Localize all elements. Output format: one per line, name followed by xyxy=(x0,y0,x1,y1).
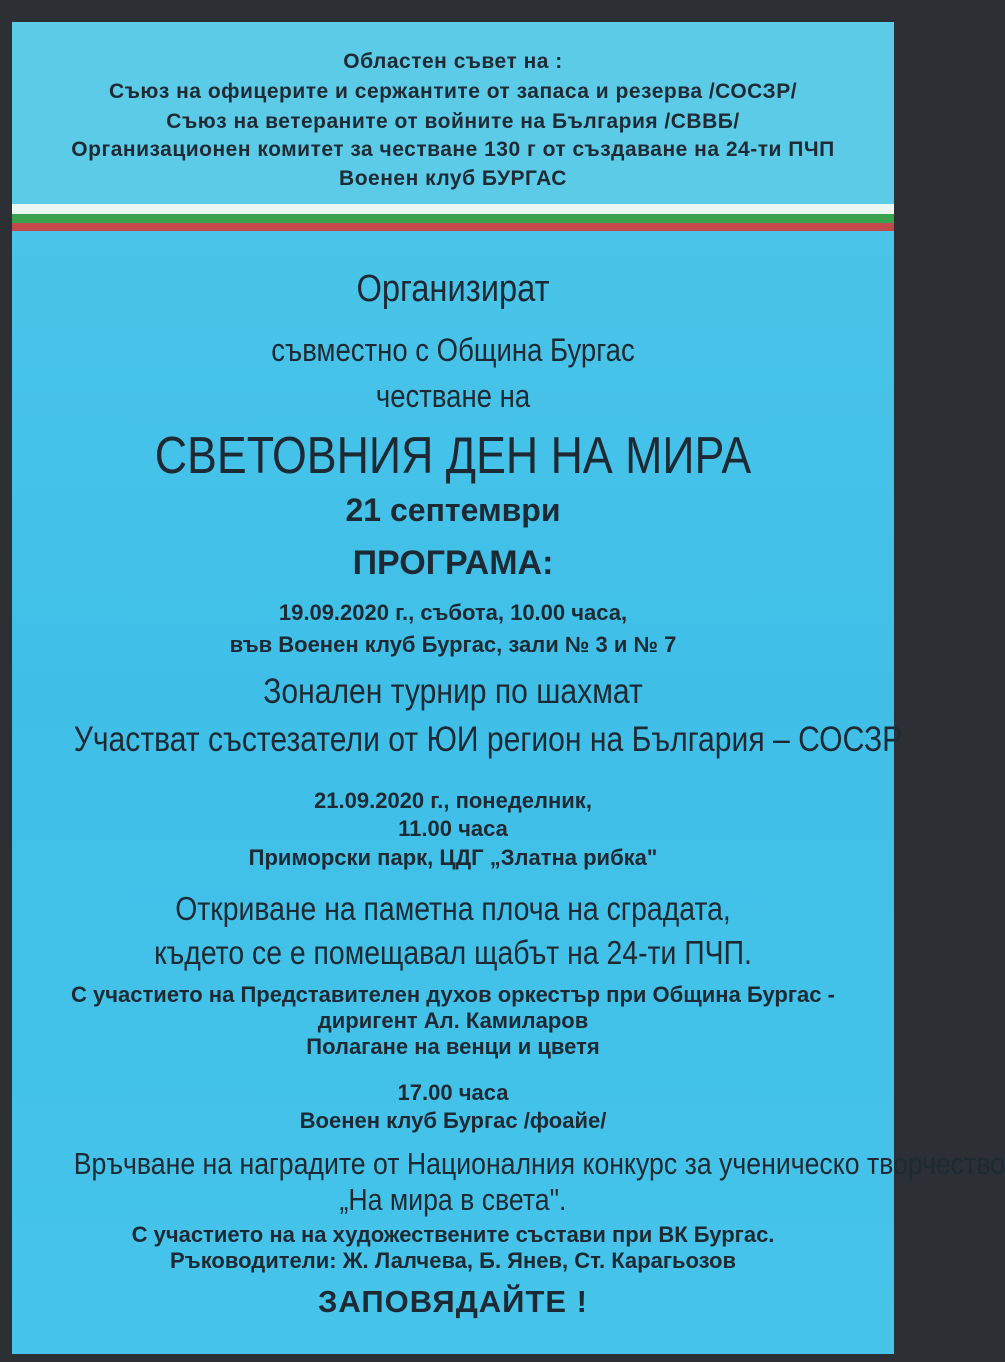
flag-stripe-red xyxy=(12,223,894,231)
event2-title-2: където се е помещавал щабът на 24-ти ПЧП. xyxy=(154,934,752,971)
header-line-5: Военен клуб БУРГАС xyxy=(339,167,567,190)
closing-text: ЗАПОВЯДАЙТЕ ! xyxy=(318,1284,588,1319)
event2-note-2: диригент Ал. Камиларов xyxy=(317,1008,589,1033)
organize-text: Организират xyxy=(356,268,550,310)
event3-title-1: Връчване на наградите от Националния конкурс за ученическо творчество xyxy=(73,1146,1005,1181)
event2-note-3: Полагане на венци и цветя xyxy=(306,1034,600,1059)
event2-time: 11.00 часа xyxy=(398,816,508,841)
event1-subtitle: Участват състезатели от ЮИ регион на България – СОСЗР xyxy=(73,720,903,759)
event3-time: 17.00 часа xyxy=(397,1080,509,1105)
main-title: СВЕТОВНИЯ ДЕН НА МИРА xyxy=(154,427,752,485)
celebration-text: честване на xyxy=(375,378,531,414)
event3-note-1: С участието на на художествените състави при ВК Бургас. xyxy=(131,1222,775,1247)
event1-where: във Военен клуб Бургас, зали № 3 и № 7 xyxy=(229,632,677,657)
header-line-4: Организационен комитет за честване 130 г от създаване на 24-ти ПЧП xyxy=(71,138,835,161)
event1-when: 19.09.2020 г., събота, 10.00 часа, xyxy=(278,600,628,625)
jointly-text: съвместно с Община Бургас xyxy=(271,332,635,368)
event2-note-1: С участието на Представителен духов оркестър при Община Бургас - xyxy=(71,982,835,1007)
main-date: 21 септември xyxy=(345,492,561,528)
event2-where: Приморски парк, ЦДГ „Златна рибка" xyxy=(248,845,658,870)
header-line-1: Областен съвет на : xyxy=(343,50,563,73)
event3-where: Военен клуб Бургас /фоайе/ xyxy=(299,1108,607,1133)
event3-note-2: Ръководители: Ж. Лалчева, Б. Янев, Ст. Карагьозов xyxy=(169,1248,737,1273)
organizers-header xyxy=(12,22,894,204)
event3-title-2: „На мира в света". xyxy=(339,1182,567,1217)
flag-stripe-white xyxy=(12,204,894,214)
header-line-2: Съюз на офицерите и сержантите от запаса и резерва /СОСЗР/ xyxy=(108,80,798,103)
poster xyxy=(12,22,1005,1354)
program-heading: ПРОГРАМА: xyxy=(352,544,554,582)
header-line-3: Съюз на ветераните от войните на България /СВВБ/ xyxy=(166,110,740,133)
event2-title-1: Откриване на паметна плоча на сградата, xyxy=(175,890,731,927)
event2-when: 21.09.2020 г., понеделник, xyxy=(314,788,592,813)
flag-stripe-green xyxy=(12,214,894,223)
event1-title: Зонален турнир по шахмат xyxy=(263,672,643,711)
